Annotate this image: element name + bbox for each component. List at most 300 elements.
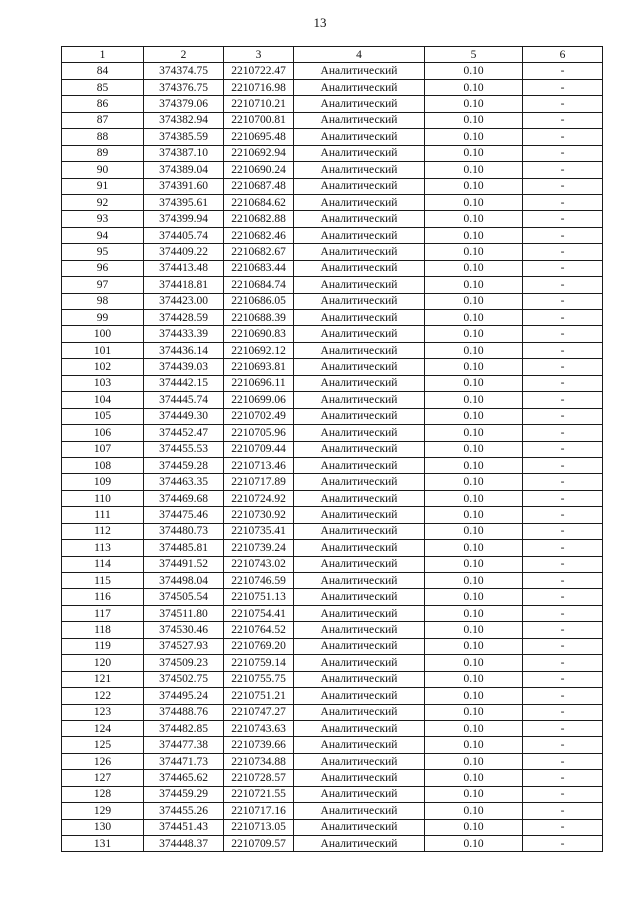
- point-number-cell: 115: [62, 573, 144, 589]
- method-cell: Аналитический: [294, 96, 425, 112]
- x-coordinate-cell: 374471.73: [144, 753, 224, 769]
- point-number-cell: 109: [62, 474, 144, 490]
- y-coordinate-cell: 2210693.81: [224, 359, 294, 375]
- note-cell: -: [523, 688, 603, 704]
- accuracy-cell: 0.10: [425, 96, 523, 112]
- y-coordinate-cell: 2210692.94: [224, 145, 294, 161]
- method-cell: Аналитический: [294, 836, 425, 852]
- method-cell: Аналитический: [294, 342, 425, 358]
- table-row: [62, 129, 603, 145]
- point-number-cell: 106: [62, 425, 144, 441]
- x-coordinate-cell: 374436.14: [144, 342, 224, 358]
- table-row: [62, 803, 603, 819]
- table-row: [62, 425, 603, 441]
- x-coordinate-cell: 374451.43: [144, 819, 224, 835]
- accuracy-cell: 0.10: [425, 523, 523, 539]
- table-row: [62, 474, 603, 490]
- x-coordinate-cell: 374439.03: [144, 359, 224, 375]
- point-number-cell: 100: [62, 326, 144, 342]
- accuracy-cell: 0.10: [425, 704, 523, 720]
- note-cell: -: [523, 441, 603, 457]
- column-header: 2: [144, 47, 224, 63]
- page-number: 13: [313, 15, 327, 30]
- method-cell: Аналитический: [294, 786, 425, 802]
- accuracy-cell: 0.10: [425, 605, 523, 621]
- y-coordinate-cell: 2210700.81: [224, 112, 294, 128]
- y-coordinate-cell: 2210692.12: [224, 342, 294, 358]
- x-coordinate-cell: 374511.80: [144, 605, 224, 621]
- note-cell: -: [523, 96, 603, 112]
- accuracy-cell: 0.10: [425, 178, 523, 194]
- accuracy-cell: 0.10: [425, 655, 523, 671]
- note-cell: -: [523, 507, 603, 523]
- accuracy-cell: 0.10: [425, 441, 523, 457]
- accuracy-cell: 0.10: [425, 457, 523, 473]
- x-coordinate-cell: 374491.52: [144, 556, 224, 572]
- accuracy-cell: 0.10: [425, 540, 523, 556]
- x-coordinate-cell: 374530.46: [144, 622, 224, 638]
- note-cell: -: [523, 194, 603, 210]
- table-row: [62, 211, 603, 227]
- point-number-cell: 88: [62, 129, 144, 145]
- x-coordinate-cell: 374405.74: [144, 227, 224, 243]
- accuracy-cell: 0.10: [425, 622, 523, 638]
- y-coordinate-cell: 2210709.57: [224, 836, 294, 852]
- method-cell: Аналитический: [294, 277, 425, 293]
- table-row: [62, 260, 603, 276]
- x-coordinate-cell: 374389.04: [144, 162, 224, 178]
- table-row: [62, 145, 603, 161]
- table-row: [62, 589, 603, 605]
- note-cell: -: [523, 819, 603, 835]
- note-cell: -: [523, 573, 603, 589]
- x-coordinate-cell: 374459.28: [144, 457, 224, 473]
- x-coordinate-cell: 374469.68: [144, 490, 224, 506]
- y-coordinate-cell: 2210702.49: [224, 408, 294, 424]
- note-cell: -: [523, 162, 603, 178]
- point-number-cell: 95: [62, 244, 144, 260]
- y-coordinate-cell: 2210687.48: [224, 178, 294, 194]
- accuracy-cell: 0.10: [425, 326, 523, 342]
- method-cell: Аналитический: [294, 425, 425, 441]
- accuracy-cell: 0.10: [425, 638, 523, 654]
- accuracy-cell: 0.10: [425, 310, 523, 326]
- note-cell: -: [523, 310, 603, 326]
- method-cell: Аналитический: [294, 310, 425, 326]
- point-number-cell: 128: [62, 786, 144, 802]
- x-coordinate-cell: 374505.54: [144, 589, 224, 605]
- accuracy-cell: 0.10: [425, 260, 523, 276]
- note-cell: -: [523, 178, 603, 194]
- point-number-cell: 105: [62, 408, 144, 424]
- accuracy-cell: 0.10: [425, 737, 523, 753]
- point-number-cell: 98: [62, 293, 144, 309]
- note-cell: -: [523, 836, 603, 852]
- point-number-cell: 101: [62, 342, 144, 358]
- method-cell: Аналитический: [294, 79, 425, 95]
- method-cell: Аналитический: [294, 638, 425, 654]
- method-cell: Аналитический: [294, 556, 425, 572]
- table-row: [62, 178, 603, 194]
- x-coordinate-cell: 374488.76: [144, 704, 224, 720]
- note-cell: -: [523, 622, 603, 638]
- note-cell: -: [523, 589, 603, 605]
- x-coordinate-cell: 374423.00: [144, 293, 224, 309]
- note-cell: -: [523, 704, 603, 720]
- y-coordinate-cell: 2210682.67: [224, 244, 294, 260]
- table-row: [62, 671, 603, 687]
- note-cell: -: [523, 556, 603, 572]
- table-row: [62, 737, 603, 753]
- note-cell: -: [523, 720, 603, 736]
- method-cell: Аналитический: [294, 770, 425, 786]
- method-cell: Аналитический: [294, 655, 425, 671]
- point-number-cell: 125: [62, 737, 144, 753]
- point-number-cell: 114: [62, 556, 144, 572]
- table-row: [62, 375, 603, 391]
- table-row: [62, 507, 603, 523]
- y-coordinate-cell: 2210743.02: [224, 556, 294, 572]
- point-number-cell: 124: [62, 720, 144, 736]
- note-cell: -: [523, 770, 603, 786]
- method-cell: Аналитический: [294, 589, 425, 605]
- method-cell: Аналитический: [294, 194, 425, 210]
- x-coordinate-cell: 374428.59: [144, 310, 224, 326]
- x-coordinate-cell: 374385.59: [144, 129, 224, 145]
- accuracy-cell: 0.10: [425, 425, 523, 441]
- accuracy-cell: 0.10: [425, 408, 523, 424]
- y-coordinate-cell: 2210769.20: [224, 638, 294, 654]
- y-coordinate-cell: 2210690.24: [224, 162, 294, 178]
- method-cell: Аналитический: [294, 704, 425, 720]
- accuracy-cell: 0.10: [425, 277, 523, 293]
- accuracy-cell: 0.10: [425, 162, 523, 178]
- accuracy-cell: 0.10: [425, 770, 523, 786]
- y-coordinate-cell: 2210709.44: [224, 441, 294, 457]
- accuracy-cell: 0.10: [425, 211, 523, 227]
- x-coordinate-cell: 374445.74: [144, 392, 224, 408]
- table-row: [62, 622, 603, 638]
- method-cell: Аналитический: [294, 490, 425, 506]
- y-coordinate-cell: 2210754.41: [224, 605, 294, 621]
- y-coordinate-cell: 2210739.66: [224, 737, 294, 753]
- accuracy-cell: 0.10: [425, 375, 523, 391]
- header-row: [62, 47, 603, 63]
- x-coordinate-cell: 374387.10: [144, 145, 224, 161]
- method-cell: Аналитический: [294, 112, 425, 128]
- method-cell: Аналитический: [294, 326, 425, 342]
- accuracy-cell: 0.10: [425, 688, 523, 704]
- x-coordinate-cell: 374527.93: [144, 638, 224, 654]
- point-number-cell: 103: [62, 375, 144, 391]
- point-number-cell: 84: [62, 63, 144, 79]
- y-coordinate-cell: 2210717.16: [224, 803, 294, 819]
- note-cell: -: [523, 145, 603, 161]
- accuracy-cell: 0.10: [425, 556, 523, 572]
- y-coordinate-cell: 2210713.46: [224, 457, 294, 473]
- x-coordinate-cell: 374452.47: [144, 425, 224, 441]
- accuracy-cell: 0.10: [425, 112, 523, 128]
- x-coordinate-cell: 374482.85: [144, 720, 224, 736]
- x-coordinate-cell: 374442.15: [144, 375, 224, 391]
- point-number-cell: 131: [62, 836, 144, 852]
- note-cell: -: [523, 425, 603, 441]
- note-cell: -: [523, 408, 603, 424]
- method-cell: Аналитический: [294, 737, 425, 753]
- method-cell: Аналитический: [294, 211, 425, 227]
- table-row: [62, 277, 603, 293]
- point-number-cell: 90: [62, 162, 144, 178]
- point-number-cell: 107: [62, 441, 144, 457]
- table-row: [62, 556, 603, 572]
- accuracy-cell: 0.10: [425, 244, 523, 260]
- x-coordinate-cell: 374477.38: [144, 737, 224, 753]
- method-cell: Аналитический: [294, 507, 425, 523]
- accuracy-cell: 0.10: [425, 573, 523, 589]
- note-cell: -: [523, 112, 603, 128]
- table-row: [62, 573, 603, 589]
- table-row: [62, 638, 603, 654]
- method-cell: Аналитический: [294, 375, 425, 391]
- point-number-cell: 122: [62, 688, 144, 704]
- note-cell: -: [523, 79, 603, 95]
- method-cell: Аналитический: [294, 605, 425, 621]
- method-cell: Аналитический: [294, 803, 425, 819]
- method-cell: Аналитический: [294, 523, 425, 539]
- table-row: [62, 310, 603, 326]
- note-cell: -: [523, 392, 603, 408]
- note-cell: -: [523, 63, 603, 79]
- y-coordinate-cell: 2210755.75: [224, 671, 294, 687]
- y-coordinate-cell: 2210728.57: [224, 770, 294, 786]
- method-cell: Аналитический: [294, 457, 425, 473]
- x-coordinate-cell: 374475.46: [144, 507, 224, 523]
- method-cell: Аналитический: [294, 392, 425, 408]
- y-coordinate-cell: 2210739.24: [224, 540, 294, 556]
- column-header: 1: [62, 47, 144, 63]
- x-coordinate-cell: 374382.94: [144, 112, 224, 128]
- table-row: [62, 408, 603, 424]
- point-number-cell: 85: [62, 79, 144, 95]
- point-number-cell: 93: [62, 211, 144, 227]
- note-cell: -: [523, 638, 603, 654]
- method-cell: Аналитический: [294, 244, 425, 260]
- table-row: [62, 720, 603, 736]
- accuracy-cell: 0.10: [425, 474, 523, 490]
- method-cell: Аналитический: [294, 227, 425, 243]
- method-cell: Аналитический: [294, 819, 425, 835]
- point-number-cell: 130: [62, 819, 144, 835]
- note-cell: -: [523, 129, 603, 145]
- note-cell: -: [523, 277, 603, 293]
- table-row: [62, 244, 603, 260]
- table-row: [62, 326, 603, 342]
- x-coordinate-cell: 374495.24: [144, 688, 224, 704]
- table-row: [62, 523, 603, 539]
- column-header: 5: [425, 47, 523, 63]
- accuracy-cell: 0.10: [425, 753, 523, 769]
- point-number-cell: 113: [62, 540, 144, 556]
- x-coordinate-cell: 374409.22: [144, 244, 224, 260]
- y-coordinate-cell: 2210695.48: [224, 129, 294, 145]
- method-cell: Аналитический: [294, 129, 425, 145]
- x-coordinate-cell: 374463.35: [144, 474, 224, 490]
- x-coordinate-cell: 374418.81: [144, 277, 224, 293]
- y-coordinate-cell: 2210686.05: [224, 293, 294, 309]
- point-number-cell: 129: [62, 803, 144, 819]
- x-coordinate-cell: 374509.23: [144, 655, 224, 671]
- table-row: [62, 457, 603, 473]
- table-row: [62, 227, 603, 243]
- accuracy-cell: 0.10: [425, 392, 523, 408]
- method-cell: Аналитический: [294, 178, 425, 194]
- y-coordinate-cell: 2210684.74: [224, 277, 294, 293]
- method-cell: Аналитический: [294, 474, 425, 490]
- y-coordinate-cell: 2210717.89: [224, 474, 294, 490]
- table-body: [62, 63, 603, 852]
- point-number-cell: 99: [62, 310, 144, 326]
- method-cell: Аналитический: [294, 145, 425, 161]
- y-coordinate-cell: 2210683.44: [224, 260, 294, 276]
- point-number-cell: 108: [62, 457, 144, 473]
- table-row: [62, 96, 603, 112]
- y-coordinate-cell: 2210699.06: [224, 392, 294, 408]
- y-coordinate-cell: 2210751.21: [224, 688, 294, 704]
- x-coordinate-cell: 374465.62: [144, 770, 224, 786]
- x-coordinate-cell: 374449.30: [144, 408, 224, 424]
- y-coordinate-cell: 2210716.98: [224, 79, 294, 95]
- accuracy-cell: 0.10: [425, 836, 523, 852]
- x-coordinate-cell: 374413.48: [144, 260, 224, 276]
- table-row: [62, 293, 603, 309]
- table-row: [62, 688, 603, 704]
- table-row: [62, 786, 603, 802]
- note-cell: -: [523, 803, 603, 819]
- table-row: [62, 63, 603, 79]
- point-number-cell: 87: [62, 112, 144, 128]
- x-coordinate-cell: 374391.60: [144, 178, 224, 194]
- accuracy-cell: 0.10: [425, 129, 523, 145]
- y-coordinate-cell: 2210710.21: [224, 96, 294, 112]
- point-number-cell: 97: [62, 277, 144, 293]
- accuracy-cell: 0.10: [425, 671, 523, 687]
- note-cell: -: [523, 211, 603, 227]
- x-coordinate-cell: 374480.73: [144, 523, 224, 539]
- point-number-cell: 126: [62, 753, 144, 769]
- y-coordinate-cell: 2210688.39: [224, 310, 294, 326]
- x-coordinate-cell: 374455.26: [144, 803, 224, 819]
- accuracy-cell: 0.10: [425, 803, 523, 819]
- method-cell: Аналитический: [294, 573, 425, 589]
- table-row: [62, 112, 603, 128]
- point-number-cell: 118: [62, 622, 144, 638]
- table-row: [62, 441, 603, 457]
- method-cell: Аналитический: [294, 441, 425, 457]
- method-cell: Аналитический: [294, 671, 425, 687]
- note-cell: -: [523, 655, 603, 671]
- method-cell: Аналитический: [294, 720, 425, 736]
- accuracy-cell: 0.10: [425, 342, 523, 358]
- note-cell: -: [523, 753, 603, 769]
- table-row: [62, 162, 603, 178]
- point-number-cell: 111: [62, 507, 144, 523]
- table-row: [62, 79, 603, 95]
- x-coordinate-cell: 374455.53: [144, 441, 224, 457]
- y-coordinate-cell: 2210684.62: [224, 194, 294, 210]
- x-coordinate-cell: 374459.29: [144, 786, 224, 802]
- method-cell: Аналитический: [294, 753, 425, 769]
- accuracy-cell: 0.10: [425, 720, 523, 736]
- method-cell: Аналитический: [294, 162, 425, 178]
- y-coordinate-cell: 2210713.05: [224, 819, 294, 835]
- note-cell: -: [523, 359, 603, 375]
- method-cell: Аналитический: [294, 622, 425, 638]
- y-coordinate-cell: 2210705.96: [224, 425, 294, 441]
- note-cell: -: [523, 227, 603, 243]
- y-coordinate-cell: 2210696.11: [224, 375, 294, 391]
- y-coordinate-cell: 2210690.83: [224, 326, 294, 342]
- point-number-cell: 119: [62, 638, 144, 654]
- table-row: [62, 194, 603, 210]
- table-row: [62, 605, 603, 621]
- coordinates-table: [61, 46, 603, 852]
- point-number-cell: 96: [62, 260, 144, 276]
- column-header: 3: [224, 47, 294, 63]
- accuracy-cell: 0.10: [425, 293, 523, 309]
- accuracy-cell: 0.10: [425, 63, 523, 79]
- table-row: [62, 540, 603, 556]
- x-coordinate-cell: 374395.61: [144, 194, 224, 210]
- x-coordinate-cell: 374376.75: [144, 79, 224, 95]
- point-number-cell: 117: [62, 605, 144, 621]
- point-number-cell: 120: [62, 655, 144, 671]
- column-header: 4: [294, 47, 425, 63]
- y-coordinate-cell: 2210764.52: [224, 622, 294, 638]
- y-coordinate-cell: 2210734.88: [224, 753, 294, 769]
- table-row: [62, 836, 603, 852]
- method-cell: Аналитический: [294, 260, 425, 276]
- x-coordinate-cell: 374433.39: [144, 326, 224, 342]
- point-number-cell: 121: [62, 671, 144, 687]
- note-cell: -: [523, 474, 603, 490]
- table-row: [62, 359, 603, 375]
- point-number-cell: 116: [62, 589, 144, 605]
- table-row: [62, 704, 603, 720]
- accuracy-cell: 0.10: [425, 589, 523, 605]
- table-header: [62, 47, 603, 63]
- x-coordinate-cell: 374379.06: [144, 96, 224, 112]
- table-row: [62, 392, 603, 408]
- method-cell: Аналитический: [294, 540, 425, 556]
- note-cell: -: [523, 786, 603, 802]
- point-number-cell: 123: [62, 704, 144, 720]
- y-coordinate-cell: 2210682.88: [224, 211, 294, 227]
- table-row: [62, 819, 603, 835]
- method-cell: Аналитический: [294, 688, 425, 704]
- note-cell: -: [523, 260, 603, 276]
- y-coordinate-cell: 2210751.13: [224, 589, 294, 605]
- accuracy-cell: 0.10: [425, 507, 523, 523]
- accuracy-cell: 0.10: [425, 786, 523, 802]
- table-row: [62, 342, 603, 358]
- x-coordinate-cell: 374448.37: [144, 836, 224, 852]
- table-row: [62, 753, 603, 769]
- note-cell: -: [523, 375, 603, 391]
- y-coordinate-cell: 2210722.47: [224, 63, 294, 79]
- point-number-cell: 127: [62, 770, 144, 786]
- table-row: [62, 770, 603, 786]
- note-cell: -: [523, 737, 603, 753]
